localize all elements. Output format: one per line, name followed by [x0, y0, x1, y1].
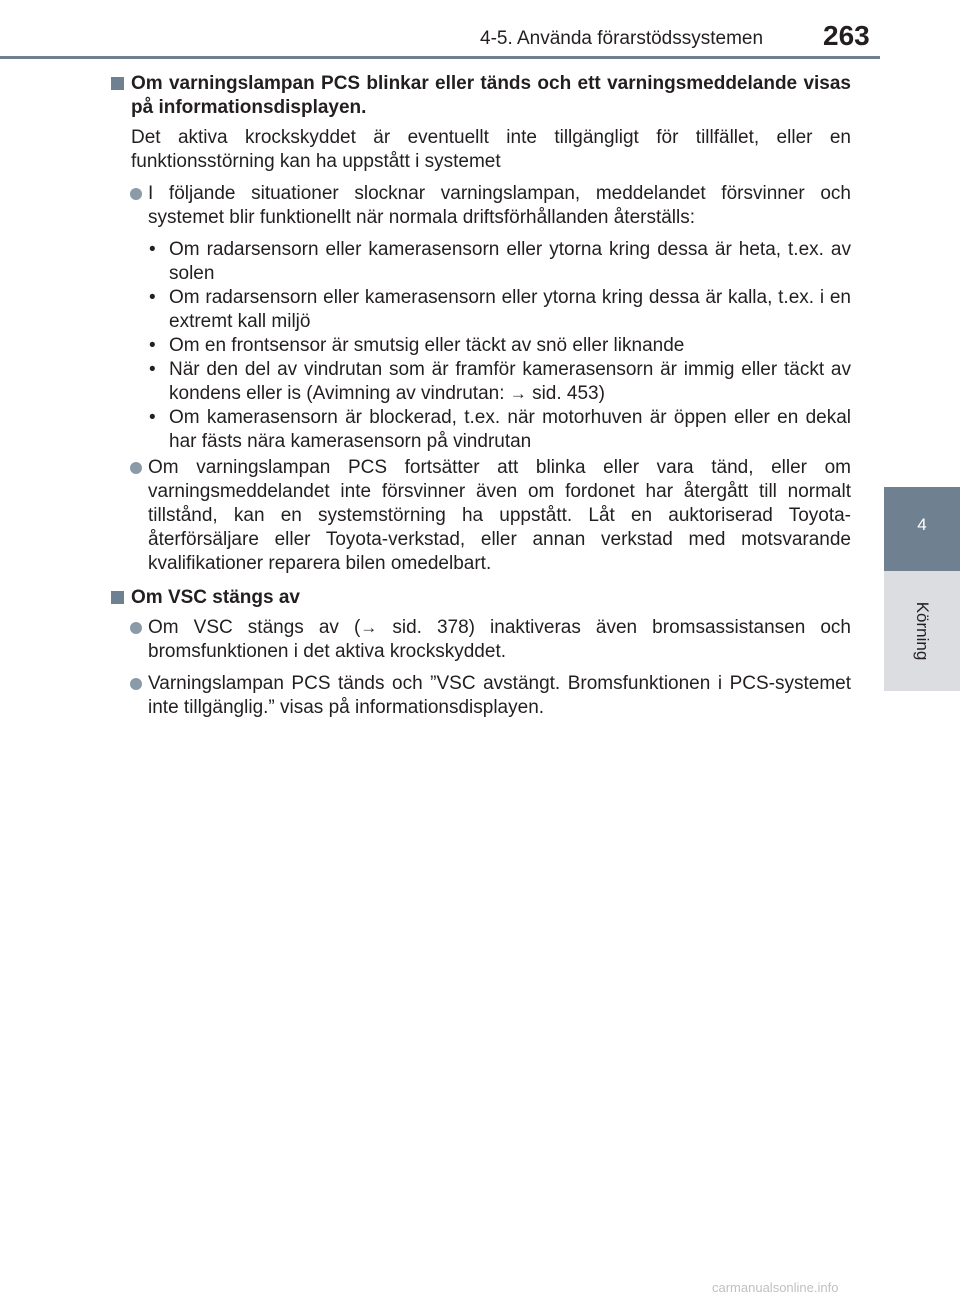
watermark-link[interactable]: carmanualsonline.info: [712, 1280, 839, 1295]
sub-list-item: • Om kamerasensorn är blockerad, t.ex. när motorhuven är öppen eller en dekal har fästs nära kamerasensorn på vindrutan: [149, 407, 851, 452]
section-title: 4-5. Använda förarstödssystemen: [480, 28, 764, 49]
dot-bullet-icon: •: [149, 335, 156, 356]
header-rule: [0, 56, 880, 59]
circle-bullet-icon: [130, 462, 142, 474]
dot-bullet-icon: •: [149, 239, 156, 260]
page-content: [111, 72, 851, 730]
sub-list-item: • Om radarsensorn eller kamerasensorn eller ytorna kring dessa är kalla, t.ex. i en extremt kall miljö: [149, 287, 851, 332]
chapter-label-box: [884, 571, 960, 691]
sub-list-item: • När den del av vindrutan som är framför kamerasensorn är immig eller täckt av kondens eller is (Avimning av vindrutan: → sid. 453): [149, 359, 851, 404]
section-vsc-off: [111, 586, 851, 720]
arrow-right-icon: →: [360, 618, 378, 637]
chapter-number: 4: [917, 515, 927, 534]
section-heading: Om varningslampan PCS blinkar eller tänds och ett varningsmeddelande visas på informationsdisplayen.: [111, 72, 851, 120]
dot-bullet-icon: •: [149, 287, 156, 308]
square-bullet-icon: [111, 77, 124, 90]
list-item: Varningslampan PCS tänds och ”VSC avstängt. Bromsfunktionen i PCS-systemet inte tillgänglig.” visas på informationsdisplayen.: [111, 672, 851, 720]
circle-bullet-icon: [130, 678, 142, 690]
condition-list: [111, 238, 851, 454]
square-bullet-icon: [111, 591, 124, 604]
chapter-tab: [884, 487, 960, 571]
section-pcs-warning: [111, 72, 851, 576]
section-intro: Det aktiva krockskyddet är eventuellt inte tillgängligt för tillfället, eller en funktionsstörning kan ha uppstått i systemet: [131, 127, 851, 172]
sub-list-item: • Om radarsensorn eller kamerasensorn eller ytorna kring dessa är heta, t.ex. av solen: [149, 239, 851, 284]
arrow-right-icon: →: [509, 384, 527, 403]
section-heading: Om VSC stängs av: [111, 586, 851, 610]
list-item: Om varningslampan PCS fortsätter att blinka eller vara tänd, eller om varningsmeddelandet inte försvinner även om fordonet har återgått till normalt tillstånd, kan en systemstörning ha uppstått. Låt en auktoriserad Toyota-återförsäljare eller Toyota-verkstad, eller annan verkstad med motsvarande kvalifikationer reparera bilen omedelbart.: [111, 456, 851, 576]
dot-bullet-icon: •: [149, 359, 156, 380]
dot-bullet-icon: •: [149, 407, 156, 428]
sub-list-item: • Om en frontsensor är smutsig eller täckt av snö eller liknande: [149, 335, 685, 356]
circle-bullet-icon: [130, 188, 142, 200]
chapter-name: Körning: [913, 601, 932, 661]
page-number: 263: [823, 20, 870, 51]
circle-bullet-icon: [130, 622, 142, 634]
list-item: I följande situationer slocknar varningslampan, meddelandet försvinner och systemet blir funktionellt när normala driftsförhållanden återställs:: [111, 182, 851, 230]
page-reference: sid. 453): [532, 383, 605, 404]
list-item: Om VSC stängs av (→ sid. 378) inaktiveras även bromsassistansen och bromsfunktionen i det aktiva krockskyddet.: [111, 616, 851, 664]
